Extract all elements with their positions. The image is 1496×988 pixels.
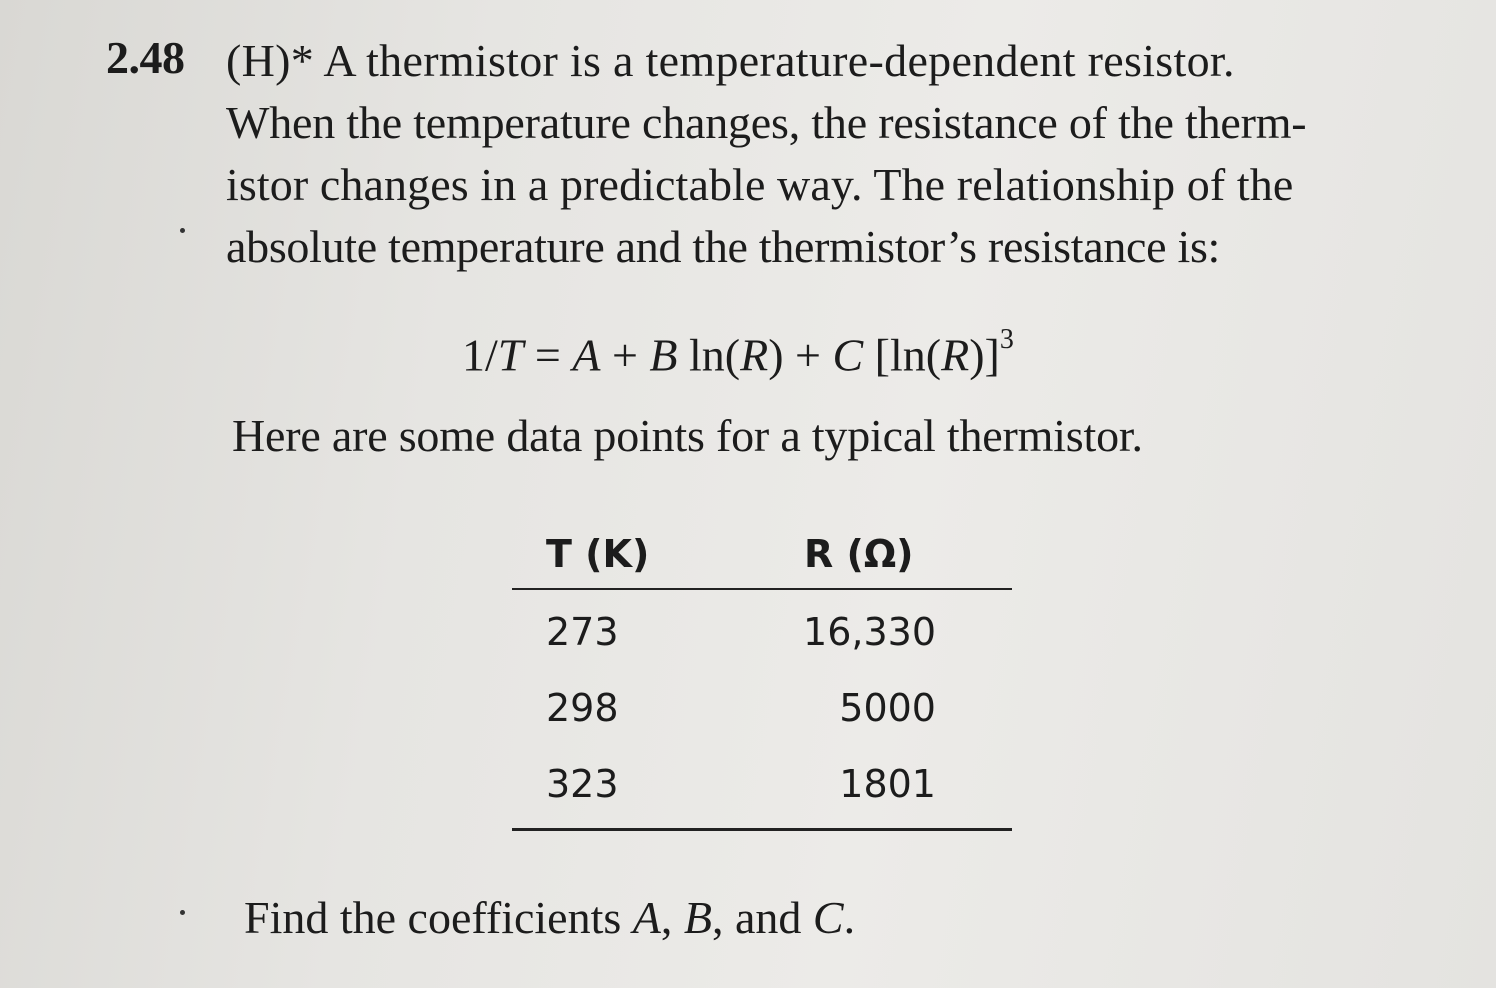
resistance-cell: 5000 [839,686,936,730]
problem-text-line: istor changes in a predictable way. The relationship of the [226,159,1294,210]
table-row [512,760,1012,808]
margin-mark [180,228,185,233]
thermistor-equation: 1/T = A + B ln(R) + C $[\ln(R)]^3$ [462,324,1014,381]
temperature-cell: 323 [546,762,619,806]
task-text: Find the coefficients A, B, and C. [244,892,856,943]
table-header [512,528,1012,590]
margin-mark [180,910,185,915]
resistance-cell: 16,330 [803,610,936,654]
table-row [512,608,1012,656]
column-header-resistance: R (Ω) [804,532,914,576]
problem-text-line: absolute temperature and the thermistor’s resistance is: [226,221,1221,272]
problem-text-line: (H)* A thermistor is a temperature-dependent resistor. [226,35,1235,86]
temperature-cell: 298 [546,686,619,730]
column-header-temperature: T (K) [546,532,650,576]
data-table [512,528,1012,831]
problem-number: 2.48 [106,32,185,83]
data-intro-text: Here are some data points for a typical thermistor. [232,410,1143,461]
problem-text-line: When the temperature changes, the resistance of the therm- [226,97,1307,148]
problem-statement [226,30,1416,278]
table-body [512,590,1012,831]
temperature-cell: 273 [546,610,619,654]
table-row [512,684,1012,732]
resistance-cell: 1801 [839,762,936,806]
